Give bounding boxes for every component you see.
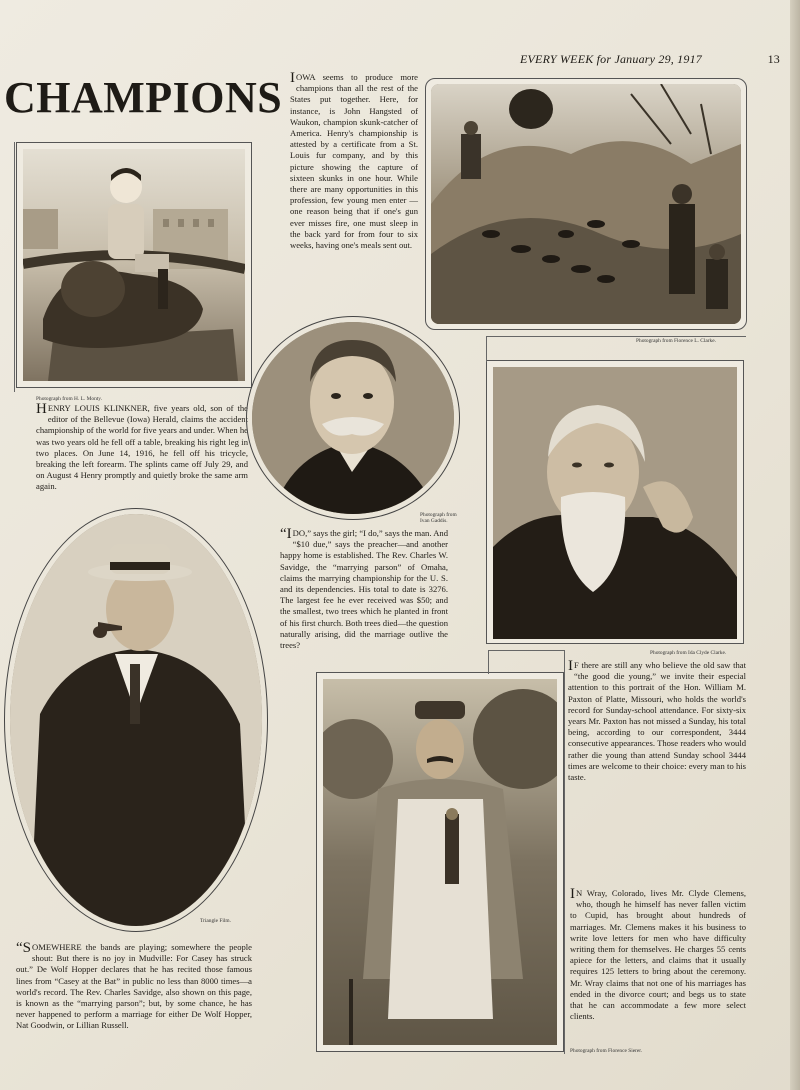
boy-on-lion-photo [23,149,245,381]
clemens-photo-frame [316,672,564,1052]
paxton-portrait-illustration [493,367,737,639]
marrying-story [280,528,448,651]
hopper-photo-credit: Triangle Film. [200,918,231,924]
skunk-story [290,72,418,251]
clemens-portrait [323,679,557,1045]
drop-cap: “S [16,940,31,956]
magazine-issue: EVERY WEEK for January 29, 1917 [520,52,702,66]
column-rule [564,650,565,1054]
column-rule [486,336,746,337]
running-head [520,52,780,67]
skunk-story-body: OWA seems to produce more champions than all the rest of the States put together. Here, for instance, is John Hangsted of Waukon, champion skunk-catcher of America. Henry's championship is attested by a certificate from a St. Louis fur company, and by this picture showing the capture of sixteen skunks in one hour. While there are many opportunities in this profession, few young men enter —one reason being that if one's gun ever misses fire, one must sleep in the back yard for from four to six weeks, having one's meals sent out. [290,72,418,251]
boy-on-lion-illustration [23,149,245,381]
page-number: 13 [767,52,780,66]
page-edge [790,0,800,1090]
accident-story-body: ENRY LOUIS KLINKNER, five years old, son of the editor of the Bellevue (Iowa) Herald, claims the accident championship of the world for five years and under. When he was two years old he fell off a table, breaking his right leg in two places. On June 14, 1916, he fell off his tricycle, breaking the left forearm. The splints came off July 29, and on August 4 Henry promptly and quietly broke the same arm again. [36,403,248,492]
clemens-photo-credit: Photograph from Florence Sierer. [570,1048,643,1054]
skunk-hunt-illustration [431,84,741,324]
drop-cap: I [568,658,573,674]
page-headline: CHAMPIONS [4,73,283,122]
drop-cap: I [290,70,295,86]
column-rule [14,142,15,392]
hopper-story-body: OMEWHERE the bands are playing; somewhere the people shout: But there is no joy in Mudville: For Casey has struck out.” De Wolf Hopper declares that he has recited those famous lines from “Casey at the Bat” in public no less than 8000 times—a world's record. The Rev. Charles Savidge, also shown on this page, is known as the “marrying parson”; but, by some chance, he has never happened to perform a marriage for either De Wolf Hopper, Nat Goodwin, or Lillian Russell. [16,942,252,1031]
clemens-portrait-illustration [323,679,557,1045]
marrying-story-body: DO,” says the girl; “I do,” says the man. And “$10 due,” says the preacher—and another happy home is established. The Rev. Charles W. Savidge, the “marrying parson” of Omaha, claims the marrying championship for the U. S. and its dependencies. His total to date is 3276. The largest fee he ever received was $50; and the smallest, two trees which he planted in front of his first church. Both trees died—the question naturally arising, did the marriage outlive the trees? [280,528,448,651]
savidge-portrait-illustration [252,322,454,514]
column-rule [488,650,564,651]
drop-cap: I [570,886,575,902]
skunk-photo-frame [425,78,747,330]
accident-story [36,403,248,493]
hopper-portrait-illustration [10,514,262,926]
paxton-portrait [493,367,737,639]
drop-cap: H [36,401,47,417]
savidge-photo-credit: Photograph from Ivan Gaddis. [420,512,457,524]
boy-photo-frame [16,142,252,388]
skunk-photo-credit: Photograph from Florence L. Clarke. [636,338,716,344]
love-letters-story [570,888,746,1022]
hopper-portrait [10,514,262,926]
paxton-photo-credit: Photograph from Ida Clyde Clarke. [650,650,727,656]
boy-photo-credit: Photograph from H. L. Monty. [36,396,102,402]
drop-cap: “I [280,526,292,542]
paxton-photo-frame [486,360,744,644]
sunday-school-story [568,660,746,783]
hopper-story [16,942,252,1032]
sunday-school-story-body: F there are still any who believe the old saw that “the good die young,” we invite their especial attention to this portrait of the Hon. William M. Paxton of Platte, Missouri, who holds the world's record for Sunday-school attendance. For sixty-six years Mr. Paxton has not missed a Sunday, his total being, according to our correspondent, 3444 consecutive appearances. Those readers who would rather die young than attend Sunday school 3444 times are welcome to their choice: every man to his taste. [568,660,746,783]
skunk-hunt-photo [431,84,741,324]
savidge-portrait [252,322,454,514]
column-rule [486,336,487,362]
love-letters-story-body: N Wray, Colorado, lives Mr. Clyde Clemens, who, though he himself has never fallen victim to Cupid, has brought about hundreds of marriages. Mr. Clemens makes it his business to write love letters for men who have difficulty writing them for themselves. He charges 55 cents apiece for the letters, and claims that it usually requires 125 letters to bring about the ceremony. Mr. Wray claims that not one of his marriages has ended in the divorce court; and begs us to state that he can accommodate a few more select clients. [570,888,746,1022]
column-rule [488,650,489,674]
